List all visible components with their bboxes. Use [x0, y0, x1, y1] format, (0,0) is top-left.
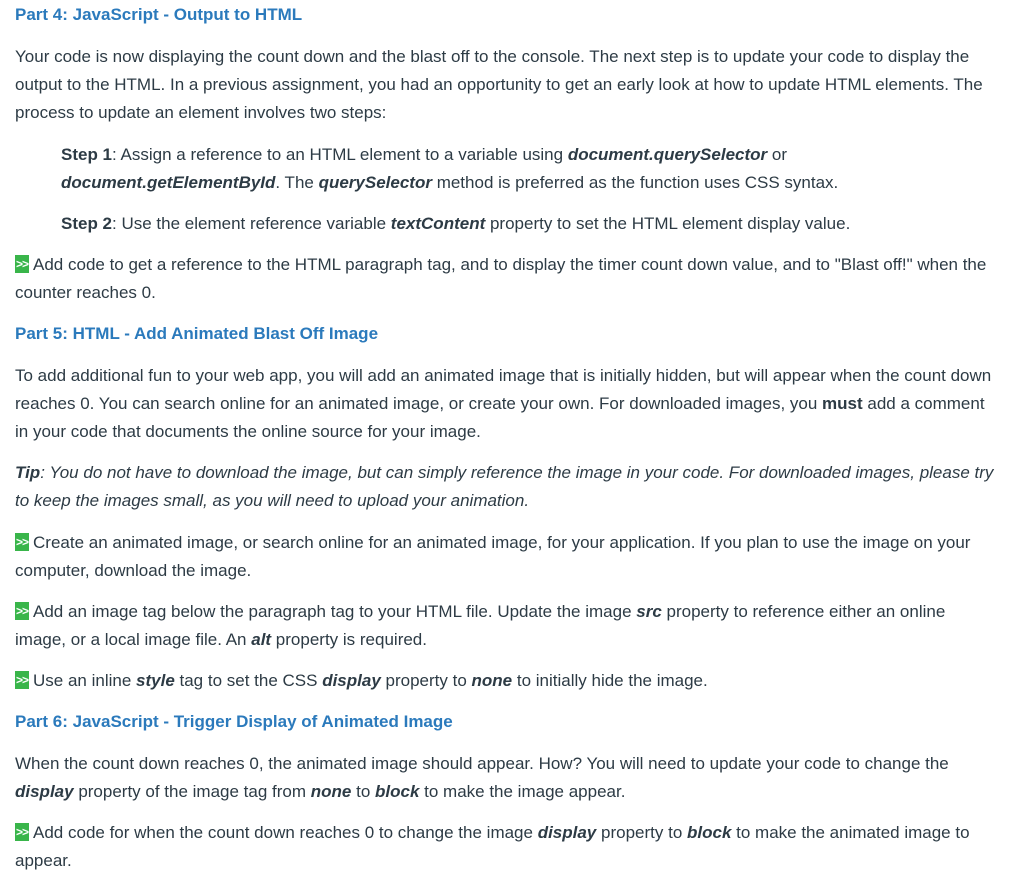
- part5-task3: >> Use an inline style tag to set the CSS display property to none to initially hide the image.: [16, 671, 708, 690]
- assignment-content: [0, 1, 1000, 875]
- part5-intro: To add additional fun to your web app, you will add an animated image that is initially hidden, but will appear when the count down reaches 0. You can search online for an animated image, or create your own. For downloaded images, you must add a comment in your code that documents the online source for your image.: [15, 366, 992, 441]
- part5-heading: Part 5: HTML - Add Animated Blast Off Image: [15, 324, 379, 343]
- code-block: block: [687, 823, 732, 842]
- code-none: none: [310, 782, 352, 801]
- code-display: display: [15, 782, 74, 801]
- tip-label: Tip: [15, 463, 41, 482]
- code-alt: alt: [251, 630, 272, 649]
- part5-task2: >> Add an image tag below the paragraph tag to your HTML file. Update the image src property to reference either an online image, or a local image file. An alt property is required.: [15, 602, 946, 649]
- code-block: block: [375, 782, 420, 801]
- code-queryselector: querySelector: [318, 173, 432, 192]
- part6-task: >> Add code for when the count down reaches 0 to change the image display property to block to make the animated image to appear.: [15, 823, 970, 870]
- task-marker-icon: >>: [16, 535, 29, 549]
- code-display: display: [322, 671, 381, 690]
- code-display: display: [537, 823, 597, 842]
- must-emphasis: must: [822, 394, 863, 413]
- part4-intro: Your code is now displaying the count down and the blast off to the console. The next step is to update your code to display the output to the HTML. In a previous assignment, you had an opportunity to get an early look at how to update HTML elements. The process to update an element involves two steps:: [15, 47, 983, 122]
- code-textcontent: textContent: [390, 214, 486, 233]
- part6-heading: Part 6: JavaScript - Trigger Display of Animated Image: [15, 712, 453, 731]
- task-marker-icon: >>: [16, 604, 29, 618]
- task-marker-icon: >>: [16, 825, 29, 839]
- step2-label: Step 2: [61, 214, 113, 233]
- step1-paragraph: Step 1: Assign a reference to an HTML element to a variable using document.querySelector or document.getElementById. The querySelector method is preferred as the function uses CSS syntax.: [61, 145, 839, 192]
- code-queryselector-full: document.querySelector: [567, 145, 768, 164]
- tip-paragraph: Tip: You do not have to download the image, but can simply reference the image in your code. For downloaded images, please try to keep the images small, as you will need to upload your animation.: [15, 463, 994, 510]
- code-src: src: [636, 602, 662, 621]
- part4-heading: Part 4: JavaScript - Output to HTML: [15, 5, 303, 24]
- step2-paragraph: Step 2: Use the element reference variable textContent property to set the HTML element display value.: [61, 214, 851, 233]
- part6-intro: When the count down reaches 0, the animated image should appear. How? You will need to update your code to change the display property of the image tag from none to block to make the image appear.: [15, 754, 949, 801]
- part5-task1: >> Create an animated image, or search online for an animated image, for your application. If you plan to use the image on your computer, download the image.: [15, 533, 971, 580]
- code-getelementbyid: document.getElementById: [61, 173, 276, 192]
- step1-label: Step 1: [61, 145, 113, 164]
- code-style: style: [136, 671, 175, 690]
- task-marker-icon: >>: [16, 257, 29, 271]
- code-none: none: [471, 671, 513, 690]
- task-marker-icon: >>: [16, 673, 29, 687]
- part4-task: >> Add code to get a reference to the HTML paragraph tag, and to display the timer count down value, and to "Blast off!" when the counter reaches 0.: [15, 255, 987, 302]
